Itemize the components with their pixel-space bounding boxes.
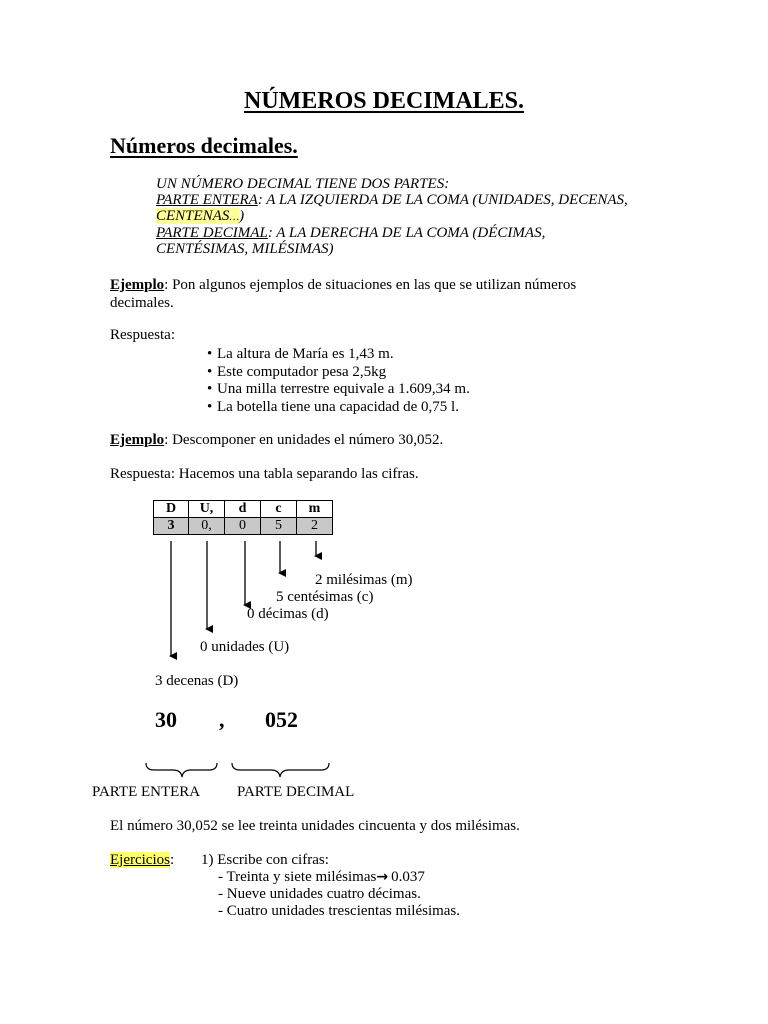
table-cell: 0 [225,518,261,535]
arrow-right-icon: → [376,869,389,885]
exercise-line: - Nueve unidades cuatro décimas. [218,886,421,902]
bullet-icon: • [207,346,213,362]
table-header-cell: U, [189,501,225,518]
list-item-text: La altura de María es 1,43 m. [217,346,394,362]
exercises-heading [110,851,174,869]
braces [0,755,768,785]
colon: : [169,852,175,868]
bullet-icon: • [207,381,213,397]
bullet-icon: • [207,398,213,415]
brace-integer-icon [146,763,217,777]
close-paren: ) [239,208,245,224]
label-milesimas: 2 milésimas (m) [315,572,413,588]
ejemplo-label: Ejemplo [110,277,165,293]
label-unidades: 0 unidades (U) [200,639,290,655]
parte-entera-text: : A LA IZQUIERDA DE LA COMA (UNIDADES, DECENAS, [257,192,628,208]
table-cell: 3 [154,518,189,535]
section-title: Números decimales. [110,133,298,158]
table-cell: 0, [189,518,225,535]
parte-entera-caption: PARTE ENTERA [92,784,201,800]
parte-entera-label: PARTE ENTERA [156,192,258,208]
label-centesimas: 5 centésimas (c) [276,589,374,605]
definition-line: UN NÚMERO DECIMAL TIENE DOS PARTES: [156,176,450,192]
reading-sentence: El número 30,052 se lee treinta unidades cincuenta y dos milésimas. [110,818,520,834]
table-header-cell: d [225,501,261,518]
table-header-cell: c [261,501,297,518]
answer-label: Respuesta: [110,327,175,343]
definition-decimal-cont: CENTÉSIMAS, MILÉSIMAS) [156,241,334,257]
table-header-cell: m [297,501,333,518]
centenas-text: CENTENAS [156,208,230,224]
example1-text: : Pon algunos ejemplos de situaciones en las que se utilizan números [164,277,577,293]
number-integer: 30 [155,707,177,732]
parte-decimal-label: PARTE DECIMAL [156,225,268,241]
ejemplo-label: Ejemplo [110,432,165,448]
label-decimas: 0 décimas (d) [247,606,329,622]
example2-answer: Respuesta: Hacemos una tabla separando las cifras. [110,466,419,482]
exercise-line: - Cuatro unidades trescientas milésimas. [218,903,461,919]
parte-decimal-text: : A LA DERECHA DE LA COMA (DÉCIMAS, [267,225,546,241]
brace-decimal-icon [232,763,329,777]
table-cell: 2 [297,518,333,535]
exercise-item: 1) Escribe con cifras: [201,852,329,868]
number-comma: , [219,707,225,732]
page-title: NÚMEROS DECIMALES. [243,88,525,114]
table-cell: 5 [261,518,297,535]
exercise-line-text: - Treinta y siete milésimas [218,869,377,885]
ejercicios-label: Ejercicios [110,852,170,868]
example2-text: : Descomponer en unidades el número 30,052. [164,432,444,448]
exercise-answer: 0.037 [391,869,425,885]
list-item-text: Este computador pesa 2,5kg [217,363,387,380]
list-item-text: La botella tiene una capacidad de 0,75 l. [217,398,459,415]
ellipsis: … [229,211,240,223]
parte-decimal-caption: PARTE DECIMAL [237,784,355,800]
exercise-line [218,868,425,886]
table-header-cell: D [154,501,189,518]
list-item-text: Una milla terrestre equivale a 1.609,34 m. [217,381,470,397]
label-decenas: 3 decenas (D) [155,673,239,689]
number-decimal: 052 [265,707,298,732]
bullet-icon: • [207,363,213,380]
example1-line2: decimales. [110,295,174,311]
